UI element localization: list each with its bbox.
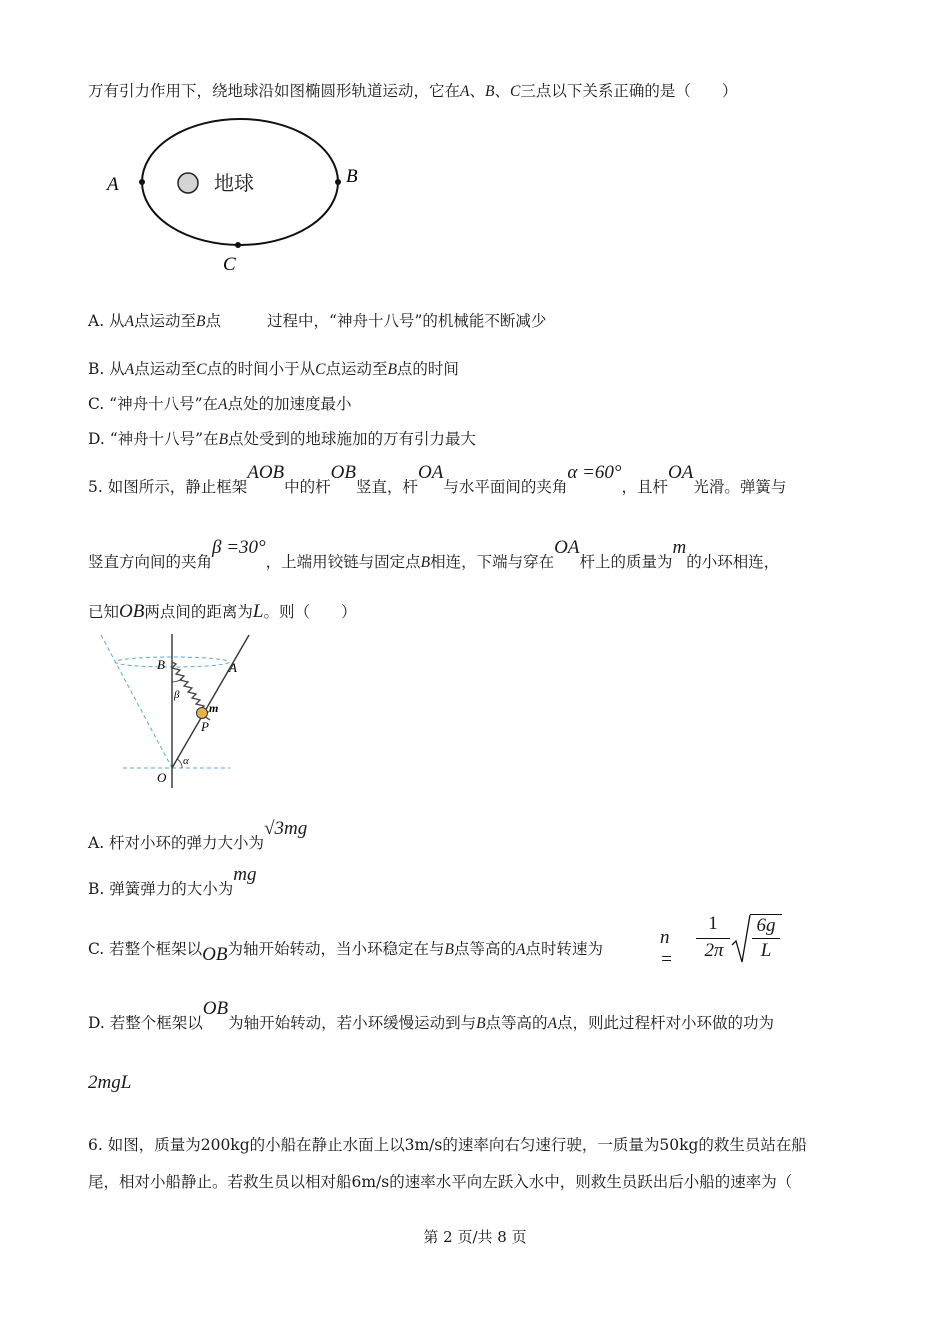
q4-stem: 万有引力作用下，绕地球沿如图椭圆形轨道运动，它在A、B、C三点以下关系正确的是（ ）	[88, 82, 738, 100]
formula-n: n =	[660, 927, 673, 970]
q6-line1: 6. 如图，质量为200kg的小船在静止水面上以3m/s的速率向右匀速行驶，一质量为50kg的救生员站在船	[88, 1136, 807, 1154]
q4-option-b: B. 从A点运动至C点的时间小于从C点运动至B点的时间	[88, 360, 459, 378]
label-a: A	[229, 660, 237, 675]
point-c-label: C	[223, 254, 236, 275]
point-a-label: A	[107, 174, 119, 195]
q5-stem-line2: 竖直方向间的夹角β =30°，上端用铰链与固定点B相连，下端与穿在OA杆上的质量为m的小环相连，	[88, 537, 780, 571]
label-m: m	[209, 701, 219, 715]
point-b-dot	[335, 179, 341, 185]
q5-stem-line1: 5. 如图所示，静止框架AOB中的杆OB竖直，杆OA与水平面间的夹角α =60°，且杆OA光滑。弹簧与	[88, 462, 787, 496]
label-o: O	[157, 770, 167, 785]
point-c-dot	[235, 242, 241, 248]
mirror-rod-dashed	[101, 635, 172, 768]
formula-rad-bar	[752, 938, 780, 939]
q6-line2: 尾，相对小船静止。若救生员以相对船6m/s的速率水平向左跃入水中，则救生员跃出后小船的速率为（	[88, 1173, 793, 1191]
formula-den: 2π	[704, 940, 724, 961]
frame-figure	[95, 630, 265, 790]
label-b: B	[157, 657, 165, 672]
point-a-dot	[139, 179, 145, 185]
orbit-figure	[100, 110, 380, 280]
sqrt-icon	[730, 913, 752, 965]
q5-option-b: B. 弹簧弹力的大小为mg	[88, 864, 257, 898]
q4-option-a: A. 从A点运动至B点 过程中，“神舟十八号”的机械能不断减少	[88, 312, 547, 330]
alpha-arc	[177, 759, 182, 768]
formula-num: 1	[708, 913, 718, 934]
earth-icon	[178, 173, 198, 193]
ring-mass	[197, 708, 208, 719]
page-footer: 第 2 页/共 8 页	[423, 1228, 527, 1246]
q5-option-a: A. 杆对小环的弹力大小为√3mg	[88, 818, 308, 852]
formula-rad-den: L	[760, 940, 772, 961]
point-b-label: B	[346, 166, 358, 187]
q5-option-d: D. 若整个框架以OB为轴开始转动，若小环缓慢运动到与B点等高的A点，则此过程杆对小环做的功为	[88, 998, 775, 1032]
formula-frac-bar	[696, 938, 730, 939]
q4-option-d: D. “神舟十八号”在B点处受到的地球施加的万有引力最大	[88, 430, 477, 448]
label-beta: β	[174, 689, 180, 701]
label-p: P	[201, 719, 209, 734]
q5-option-d-answer: 2mgL	[88, 1072, 132, 1093]
label-alpha: α	[183, 755, 189, 767]
q4-option-c: C. “神舟十八号”在A点处的加速度最小	[88, 395, 352, 413]
q5-option-c: C. 若整个框架以OB为轴开始转动，当小环稳定在与B点等高的A点时转速为	[88, 940, 603, 965]
q5-stem-line3: 已知OB两点间的距离为L。则（ ）	[88, 601, 357, 622]
earth-label: 地球	[214, 173, 254, 195]
formula-rad-num: 6g	[756, 915, 776, 936]
